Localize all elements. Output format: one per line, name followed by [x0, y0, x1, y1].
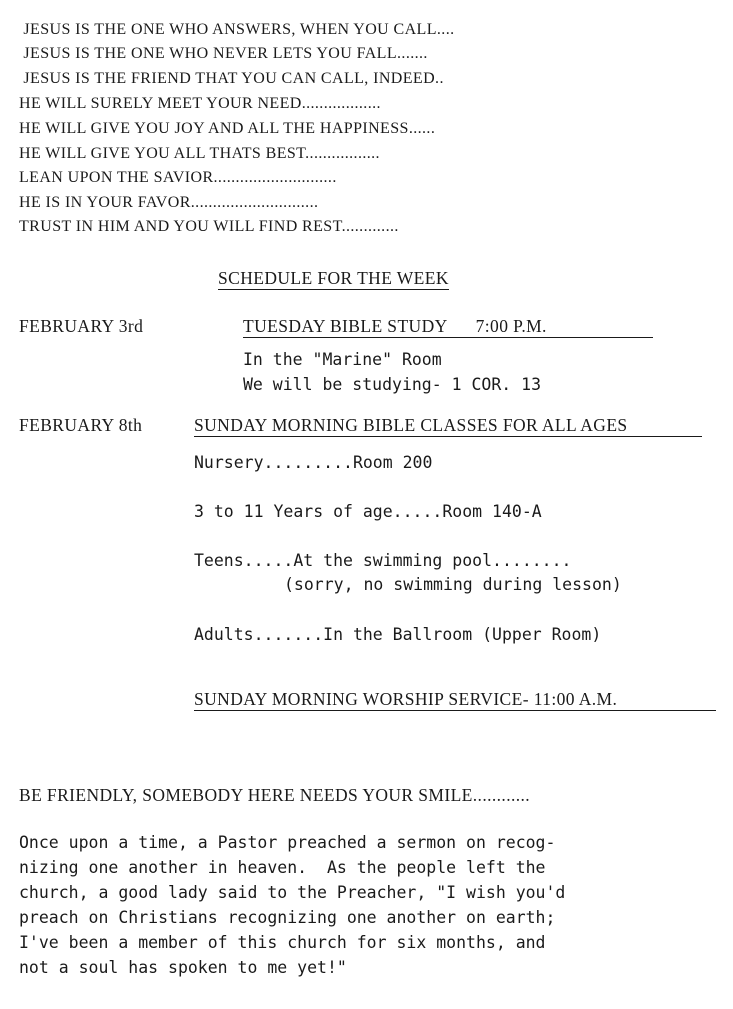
sunday-date: FEBRUARY 8th [19, 415, 143, 435]
poem-line: TRUST IN HIM AND YOU WILL FIND REST............. [19, 218, 399, 235]
sunday-event: SUNDAY MORNING BIBLE CLASSES FOR ALL AGES [194, 415, 702, 437]
story-line: Once upon a time, a Pastor preached a sermon on recog- [19, 833, 556, 852]
poem-line: HE WILL GIVE YOU ALL THATS BEST................. [19, 145, 380, 162]
story-line: preach on Christians recognizing one another on earth; [19, 908, 556, 927]
poem-line: JESUS IS THE FRIEND THAT YOU CAN CALL, INDEED.. [19, 70, 444, 87]
worship-service: SUNDAY MORNING WORSHIP SERVICE- 11:00 A.M. [194, 689, 716, 711]
teens-note: (sorry, no swimming during lesson) [284, 575, 622, 594]
nursery-class: Nursery.........Room 200 [194, 453, 433, 472]
poem-line: JESUS IS THE ONE WHO ANSWERS, WHEN YOU CALL.... [19, 21, 455, 38]
story-line: not a soul has spoken to me yet!" [19, 958, 347, 977]
tuesday-study: We will be studying- 1 COR. 13 [243, 375, 542, 394]
tuesday-event: TUESDAY BIBLE STUDY 7:00 P.M. [243, 316, 653, 338]
story-line: nizing one another in heaven. As the people left the [19, 858, 546, 877]
poem-line: HE WILL GIVE YOU JOY AND ALL THE HAPPINESS...... [19, 120, 436, 137]
story-line: I've been a member of this church for six months, and [19, 933, 546, 952]
poem-line: HE IS IN YOUR FAVOR............................. [19, 194, 319, 211]
poem-line: JESUS IS THE ONE WHO NEVER LETS YOU FALL....... [19, 45, 428, 62]
tuesday-room: In the "Marine" Room [243, 350, 442, 369]
adults-class: Adults.......In the Ballroom (Upper Room) [194, 625, 602, 644]
poem-line: LEAN UPON THE SAVIOR............................ [19, 169, 337, 186]
poem-line: HE WILL SURELY MEET YOUR NEED.................. [19, 95, 381, 112]
friendly-line: BE FRIENDLY, SOMEBODY HERE NEEDS YOUR SMILE............ [19, 785, 531, 805]
schedule-heading: SCHEDULE FOR THE WEEK [218, 268, 449, 288]
kids-class: 3 to 11 Years of age.....Room 140-A [194, 502, 542, 521]
tuesday-date: FEBRUARY 3rd [19, 316, 144, 336]
teens-class: Teens.....At the swimming pool........ [194, 551, 572, 570]
story-line: church, a good lady said to the Preacher, "I wish you'd [19, 883, 566, 902]
